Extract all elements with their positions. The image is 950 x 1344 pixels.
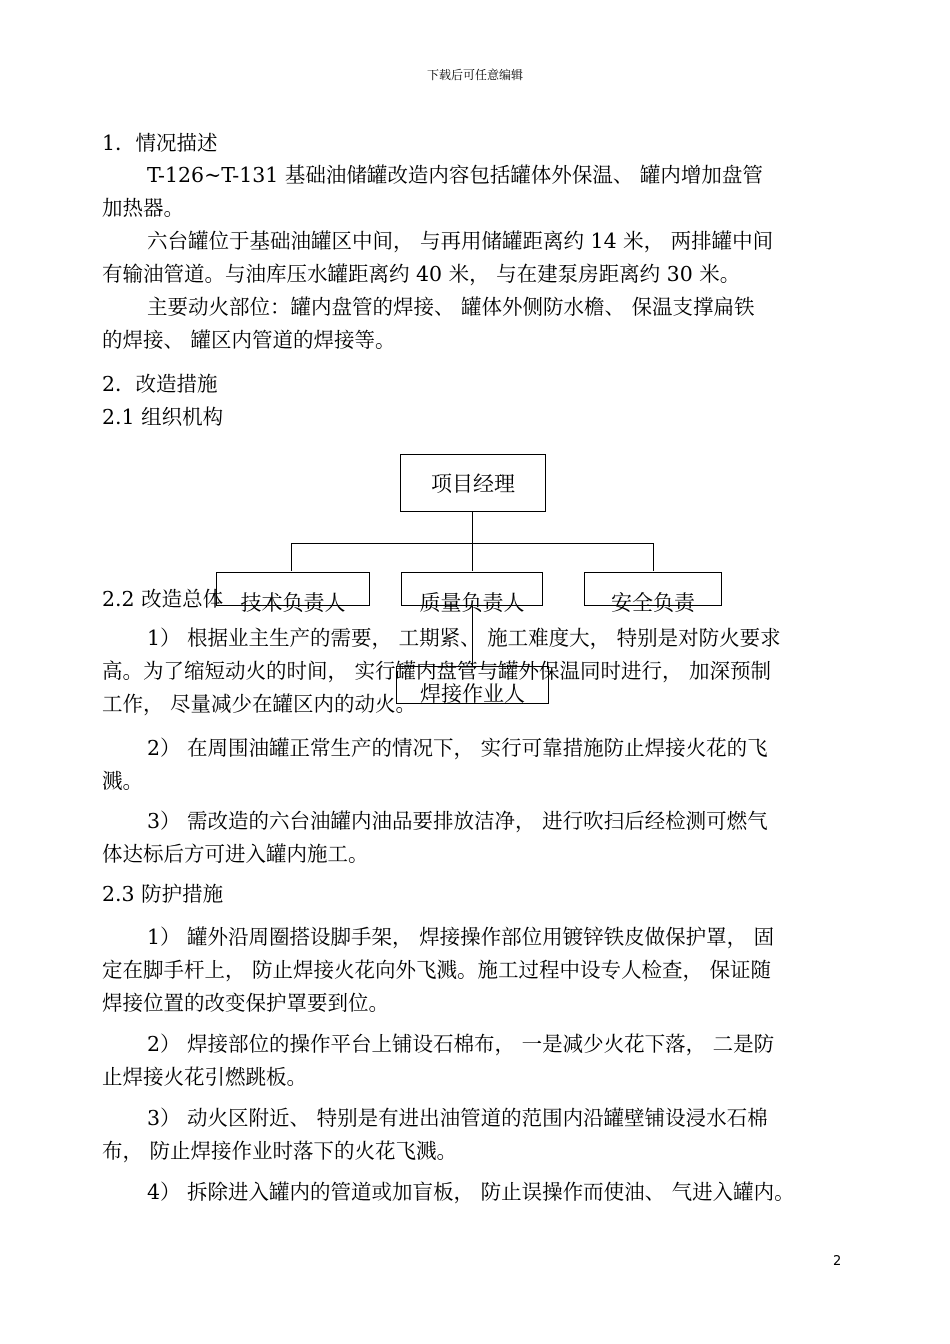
org-connector	[291, 543, 292, 571]
paragraph-line: 1） 罐外沿周圈搭设脚手架， 焊接操作部位用镀锌铁皮做保护罩， 固	[147, 925, 775, 949]
page-number: 2	[833, 1254, 842, 1269]
section-2-heading: 2．改造措施	[102, 372, 218, 396]
org-connector	[653, 543, 654, 571]
org-connector	[472, 512, 473, 544]
paragraph-line: 主要动火部位：罐内盘管的焊接、 罐体外侧防水檐、 保温支撑扁铁	[147, 295, 755, 319]
paragraph-line: 加热器。	[102, 196, 184, 220]
paragraph-line: 4） 拆除进入罐内的管道或加盲板， 防止误操作而使油、 气进入罐内。	[147, 1180, 795, 1204]
org-label: 项目经理	[431, 472, 515, 496]
org-box-project-manager	[400, 454, 546, 512]
subsection-2-1-heading: 2.1 组织机构	[102, 405, 224, 429]
paragraph-line: 3） 动火区附近、 特别是有进出油管道的范围内沿罐壁铺设浸水石棉	[147, 1106, 768, 1130]
org-box-quality-lead	[401, 572, 543, 615]
org-box-tech-lead	[216, 572, 370, 615]
paragraph-line: 溅。	[102, 769, 143, 793]
page-header: 下载后可任意编辑	[426, 68, 523, 82]
org-label: 安全负责	[611, 591, 695, 615]
subsection-2-3-heading: 2.3 防护措施	[102, 882, 224, 906]
org-label: 质量负责人	[419, 591, 525, 615]
paragraph-line: 定在脚手杆上， 防止焊接火花向外飞溅。施工过程中设专人检查， 保证随	[102, 958, 772, 982]
paragraph-line: 有输油管道。与油库压水罐距离约 40 米， 与在建泵房距离约 30 米。	[102, 262, 741, 286]
paragraph-line: 体达标后方可进入罐内施工。	[102, 842, 369, 866]
paragraph-line: 1） 根据业主生产的需要， 工期紧、 施工难度大， 特别是对防火要求	[147, 626, 781, 650]
paragraph-line: 工作， 尽量减少在罐区内的动火。	[102, 692, 417, 716]
paragraph-line: T-126~T-131 基础油储罐改造内容包括罐体外保温、 罐内增加盘管	[147, 163, 763, 187]
org-box-welding-worker	[396, 666, 549, 704]
paragraph-line: 止焊接火花引燃跳板。	[102, 1065, 307, 1089]
org-connector	[472, 543, 473, 571]
section-1-heading: 1．情况描述	[102, 131, 218, 155]
paragraph-line: 的焊接、 罐区内管道的焊接等。	[102, 328, 396, 352]
paragraph-line: 六台罐位于基础油罐区中间， 与再用储罐距离约 14 米， 两排罐中间	[147, 229, 774, 253]
paragraph-line: 高。为了缩短动火的时间， 实行罐内盘管与罐外保温同时进行， 加深预制	[102, 659, 772, 683]
paragraph-line: 2） 焊接部位的操作平台上铺设石棉布， 一是减少火花下落， 二是防	[147, 1032, 775, 1056]
subsection-2-2-heading: 2.2 改造总体	[102, 587, 224, 611]
paragraph-line: 布， 防止焊接作业时落下的火花飞溅。	[102, 1139, 458, 1163]
org-label: 焊接作业人	[420, 682, 525, 706]
paragraph-line: 2） 在周围油罐正常生产的情况下， 实行可靠措施防止焊接火花的飞	[147, 736, 768, 760]
org-box-safety-lead	[584, 572, 722, 615]
paragraph-line: 焊接位置的改变保护罩要到位。	[102, 991, 389, 1015]
org-label: 技术负责人	[240, 591, 346, 615]
paragraph-line: 3） 需改造的六台油罐内油品要排放洁净， 进行吹扫后经检测可燃气	[147, 809, 768, 833]
